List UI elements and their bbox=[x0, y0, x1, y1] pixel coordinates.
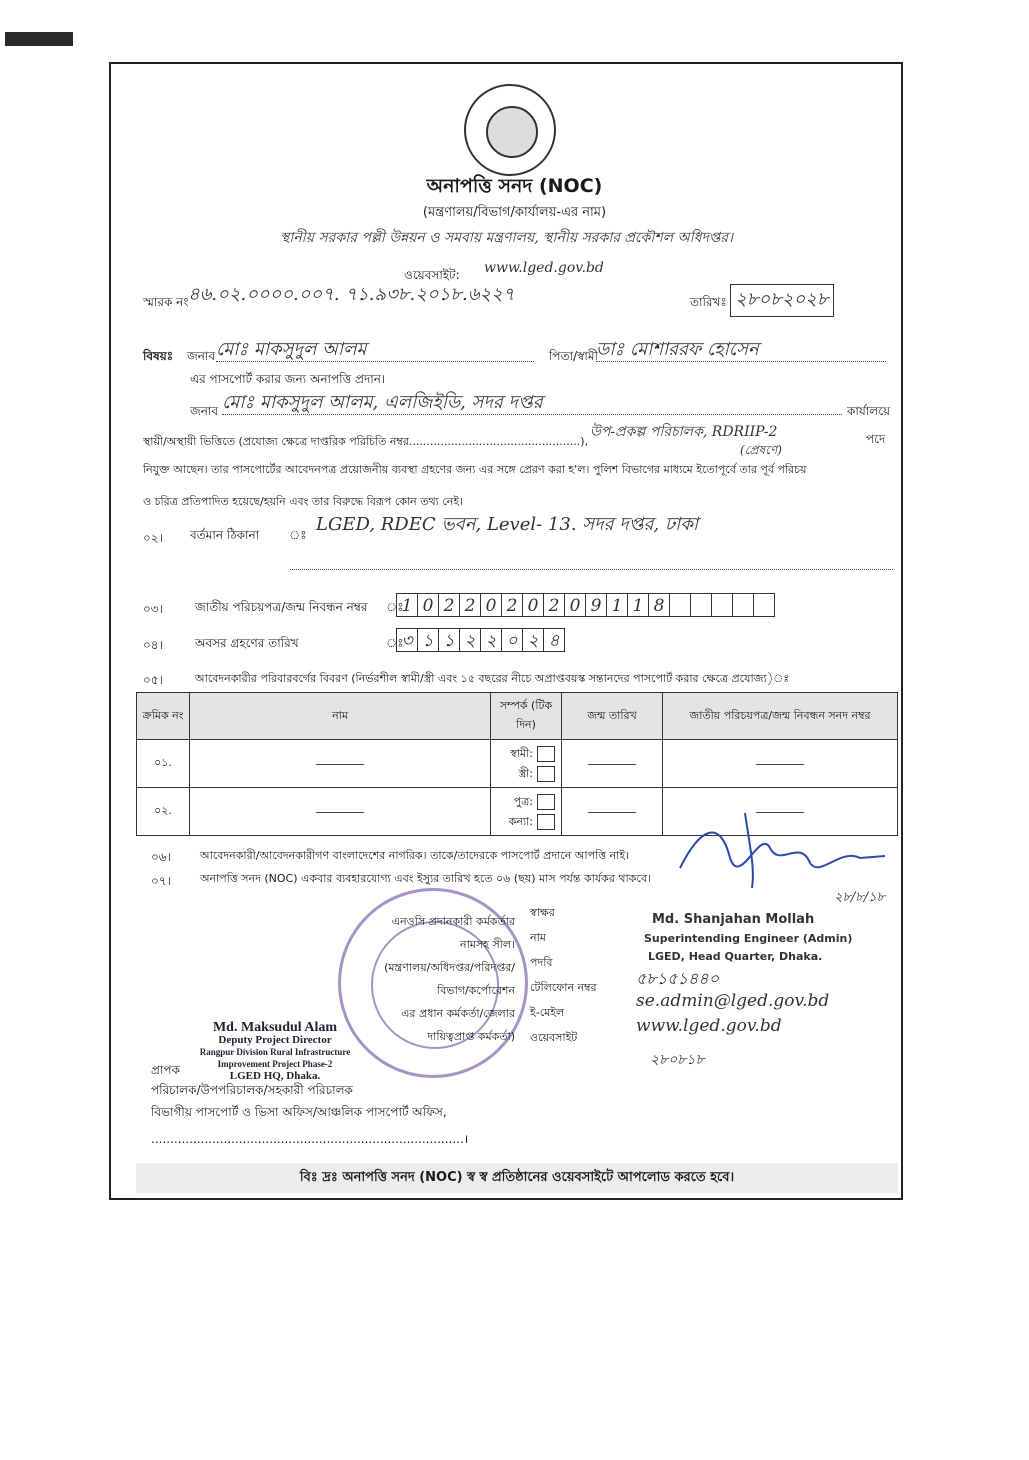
empty-dash bbox=[756, 764, 804, 765]
applicant-name: মোঃ মাকসুদুল আলম bbox=[216, 339, 367, 360]
row-nid bbox=[663, 740, 898, 788]
empty-dash bbox=[316, 764, 364, 765]
issue-date: ২৮০৮২০২৮ bbox=[730, 284, 834, 317]
initial-date: ২৮০৮১৮ bbox=[650, 1052, 705, 1068]
item-03-number: ০৩। bbox=[143, 602, 163, 616]
character-line: ও চরিত্র প্রতিপাদিত হয়েছে/হয়নি এবং তার বিরুদ্ধে বিরূপ কোন তথ্য নেই। bbox=[143, 495, 463, 508]
mr-label: জনাব bbox=[187, 349, 216, 363]
website-value: www.lged.gov.bd bbox=[484, 260, 604, 276]
item-04-number: ০৪। bbox=[143, 638, 163, 652]
signatory-line: বিভাগ/কর্পোরেশন bbox=[437, 984, 515, 997]
relation-label: স্বামী: bbox=[510, 746, 533, 760]
digit-box: ২ bbox=[522, 628, 544, 652]
digit-box bbox=[690, 593, 712, 617]
field-label: টেলিফোন নম্বর bbox=[530, 981, 597, 994]
recipient-line: ..................................................................................। bbox=[151, 1132, 469, 1146]
digit-box: ১ bbox=[438, 628, 460, 652]
permanent-line: স্থায়ী/অস্থায়ী ভিত্তিতে (প্রযোজ্য ক্ষেত্রে দাপ্তরিক পরিচিতি নম্বর.................................................), bbox=[143, 435, 589, 448]
stamp-line: Rangpur Division Rural Infrastructure bbox=[199, 1047, 351, 1057]
col-birthdate: জন্ম তারিখ bbox=[562, 693, 663, 740]
item-03-colon: ঃ bbox=[386, 600, 404, 614]
digit-box: 2 bbox=[501, 593, 523, 617]
digit-box: 1 bbox=[396, 593, 418, 617]
present-address: LGED, RDEC ভবন, Level- 13. সদর দপ্তর, ঢাকা bbox=[316, 514, 699, 535]
signatory-phone: ৫৮১৫১৪৪০ bbox=[636, 969, 720, 988]
signatory-email: se.admin@lged.gov.bd bbox=[636, 991, 830, 1011]
passport-purpose: এর পাসপোর্ট করার জন্য অনাপত্তি প্রদান। bbox=[190, 372, 386, 386]
signatory-website: www.lged.gov.bd bbox=[636, 1016, 782, 1036]
field-label: স্বাক্ষর bbox=[530, 906, 555, 919]
recipient-line: পরিচালক/উপপরিচালক/সহকারী পরিচালক bbox=[151, 1083, 353, 1097]
relation-label: কন্যা: bbox=[508, 814, 533, 828]
signatory-line: এর প্রধান কর্মকর্তা/জেলার bbox=[401, 1007, 515, 1020]
post-note: (প্রেষণে) bbox=[740, 443, 782, 457]
digit-box: 9 bbox=[585, 593, 607, 617]
father-name-line bbox=[596, 335, 886, 362]
digit-box: ২ bbox=[480, 628, 502, 652]
item-07-text: অনাপত্তি সনদ (NOC) একবার ব্যবহারযোগ্য এবং ইস্যুর তারিখ হতে ০৬ (ছয়) মাস পর্যন্ত কার্যকর থাকবে। bbox=[200, 872, 651, 885]
digit-box: ১ bbox=[417, 628, 439, 652]
digit-box: 8 bbox=[648, 593, 670, 617]
government-seal bbox=[464, 84, 556, 176]
item-06-number: ০৬। bbox=[151, 850, 171, 864]
relation-label: স্ত্রী: bbox=[518, 766, 533, 780]
seal-emblem-icon bbox=[486, 106, 538, 158]
row-serial: ০১. bbox=[137, 740, 190, 788]
row-relation bbox=[491, 740, 562, 788]
signature-image bbox=[660, 808, 890, 898]
digit-box: ০ bbox=[501, 628, 523, 652]
field-label: ওয়েবসাইট bbox=[530, 1031, 578, 1044]
subject-label: বিষয়ঃ bbox=[143, 349, 174, 363]
name-office-value: মোঃ মাকসুদুল আলম, এলজিইডি, সদর দপ্তর bbox=[222, 392, 543, 413]
signatory-name: Md. Shanjahan Mollah bbox=[652, 912, 815, 927]
address-extra-line bbox=[290, 555, 893, 570]
post-label: পদে bbox=[866, 432, 886, 446]
row-birthdate bbox=[562, 788, 663, 836]
row-serial: ০২. bbox=[137, 788, 190, 836]
retirement-date-boxes bbox=[396, 628, 564, 652]
stamp-title: Deputy Project Director bbox=[218, 1034, 332, 1046]
relation-checkbox[interactable] bbox=[537, 746, 555, 762]
father-name: ডাঃ মোশাররফ হোসেন bbox=[596, 339, 759, 360]
digit-box: ৩ bbox=[396, 628, 418, 652]
relation-checkbox[interactable] bbox=[537, 814, 555, 830]
item-06-text: আবেদনকারী/আবেদনকারীগণ বাংলাদেশের নাগরিক। তাকে/তাদেরকে পাসপোর্ট প্রদানে আপত্তি নাই। bbox=[200, 849, 630, 862]
col-serial: ক্রমিক নং bbox=[137, 693, 190, 740]
footer-note: বিঃ দ্রঃ অনাপত্তি সনদ (NOC) স্ব স্ব প্রতিষ্ঠানের ওয়েবসাইটে আপলোড করতে হবে। bbox=[136, 1163, 898, 1193]
col-name: নাম bbox=[190, 693, 491, 740]
digit-box: 0 bbox=[480, 593, 502, 617]
document-title: অনাপত্তি সনদ (NOC) bbox=[426, 175, 603, 197]
website-label: ওয়েবসাইট: bbox=[404, 268, 460, 282]
signatory-line: এনওসি প্রদানকারী কর্মকর্তার bbox=[391, 915, 515, 928]
stamp-name: Md. Maksudul Alam bbox=[212, 1020, 338, 1035]
mr-label-2: জনাব bbox=[190, 404, 219, 418]
col-nid: জাতীয় পরিচয়পত্র/জন্ম নিবন্ধন সনদ নম্বর bbox=[663, 693, 898, 740]
empty-dash bbox=[588, 812, 636, 813]
row-birthdate bbox=[562, 740, 663, 788]
empty-dash bbox=[316, 812, 364, 813]
row-name bbox=[190, 788, 491, 836]
relation-checkbox[interactable] bbox=[537, 794, 555, 810]
item-02-colon: ঃ bbox=[289, 528, 307, 542]
document-subtitle: (মন্ত্রণালয়/বিভাগ/কার্যালয়-এর নাম) bbox=[422, 205, 607, 220]
memo-label: স্মারক নং bbox=[143, 295, 189, 309]
item-07-number: ০৭। bbox=[151, 874, 171, 888]
digit-box: 0 bbox=[564, 593, 586, 617]
signatory-fields bbox=[530, 900, 597, 1050]
signatory-line: (মন্ত্রণালয়/অধিদপ্তর/পরিদপ্তর/ bbox=[384, 961, 515, 974]
row-relation bbox=[491, 788, 562, 836]
office-label: কার্যালয়ে bbox=[847, 404, 891, 418]
applicant-stamp bbox=[150, 1022, 400, 1082]
row-name bbox=[190, 740, 491, 788]
digit-box: ৪ bbox=[543, 628, 565, 652]
table-row bbox=[137, 740, 898, 788]
digit-box bbox=[753, 593, 775, 617]
empty-dash bbox=[588, 764, 636, 765]
name-office-line bbox=[222, 388, 842, 415]
digit-box: 2 bbox=[438, 593, 460, 617]
stamp-line: Improvement Project Phase-2 bbox=[217, 1059, 333, 1069]
scan-edge-mark bbox=[5, 32, 73, 46]
digit-box: 0 bbox=[522, 593, 544, 617]
applicant-name-line bbox=[216, 335, 534, 362]
item-05-label: আবেদনকারীর পরিবারবর্গের বিবরণ (নির্ভরশীল স্বামী/স্ত্রী এবং ১৫ বছরের নীচে অপ্রাপ্তবয়স্ক সন্তানদের পাসপোর্ট করার ক্ষেত্রে প্রযোজ্য)ঃ bbox=[195, 672, 790, 685]
signatory-designation: Superintending Engineer (Admin) bbox=[644, 932, 853, 945]
relation-checkbox[interactable] bbox=[537, 766, 555, 782]
employed-line: নিযুক্ত আছেন। তার পাসপোর্টের আবেদনপত্র প্রয়োজনীয় ব্যবস্থা গ্রহণের জন্য এর সঙ্গে প্রেরণ করা হ'ল। পুলিশ বিভাগের মাধ্যমে ইতোপূর্বে তার পূর্ব পরিচয় bbox=[143, 463, 807, 476]
field-label: ই-মেইল bbox=[530, 1006, 565, 1019]
recipient-line: বিভাগীয় পাসপোর্ট ও ভিসা অফিস/আঞ্চলিক পাসপোর্ট অফিস, bbox=[151, 1105, 447, 1119]
signatory-org: LGED, Head Quarter, Dhaka. bbox=[648, 950, 823, 963]
item-04-label: অবসর গ্রহণের তারিখ bbox=[195, 636, 299, 650]
ministry-name: স্থানীয় সরকার পল্লী উন্নয়ন ও সমবায় মন্ত্রণালয়, স্থানীয় সরকার প্রকৌশল অধিদপ্তর। bbox=[280, 230, 734, 246]
digit-box: 1 bbox=[627, 593, 649, 617]
field-label: পদবি bbox=[530, 956, 553, 969]
father-label: পিতা/স্বামী bbox=[549, 349, 598, 363]
relation-label: পুত্র: bbox=[513, 794, 533, 808]
signatory-line: নামসহ সীল। bbox=[460, 938, 515, 951]
date-label: তারিখঃ bbox=[690, 295, 727, 309]
nid-number-boxes bbox=[396, 593, 774, 617]
digit-box: 2 bbox=[543, 593, 565, 617]
digit-box bbox=[732, 593, 754, 617]
stamp-line: LGED HQ, Dhaka. bbox=[229, 1070, 321, 1082]
digit-box: 2 bbox=[459, 593, 481, 617]
digit-box: 0 bbox=[417, 593, 439, 617]
memo-number: ৪৬.০২.০০০০.০০৭. ৭১.৯৩৮.২০১৮.৬২২৭ bbox=[188, 284, 515, 305]
digit-box: 1 bbox=[606, 593, 628, 617]
field-label: নাম bbox=[530, 931, 546, 944]
signatory-line: দায়িত্বপ্রাপ্ত কর্মকর্তা) bbox=[427, 1030, 515, 1043]
col-relation: সম্পর্ক (টিক দিন) bbox=[491, 693, 562, 740]
item-02-label: বর্তমান ঠিকানা bbox=[190, 528, 260, 542]
item-04-colon: ঃ bbox=[386, 636, 404, 650]
post-value: উপ-প্রকল্প পরিচালক, RDRIIP-2 bbox=[590, 424, 778, 440]
digit-box bbox=[669, 593, 691, 617]
item-02-number: ০২। bbox=[143, 531, 163, 545]
digit-box: ২ bbox=[459, 628, 481, 652]
recipient-label: প্রাপক bbox=[151, 1063, 180, 1077]
item-03-label: জাতীয় পরিচয়পত্র/জন্ম নিবন্ধন নম্বর bbox=[195, 600, 368, 614]
item-05-number: ০৫। bbox=[143, 673, 163, 687]
signature-date: ২৮/৮/১৮ bbox=[834, 890, 885, 905]
family-table-header bbox=[137, 693, 898, 740]
digit-box bbox=[711, 593, 733, 617]
